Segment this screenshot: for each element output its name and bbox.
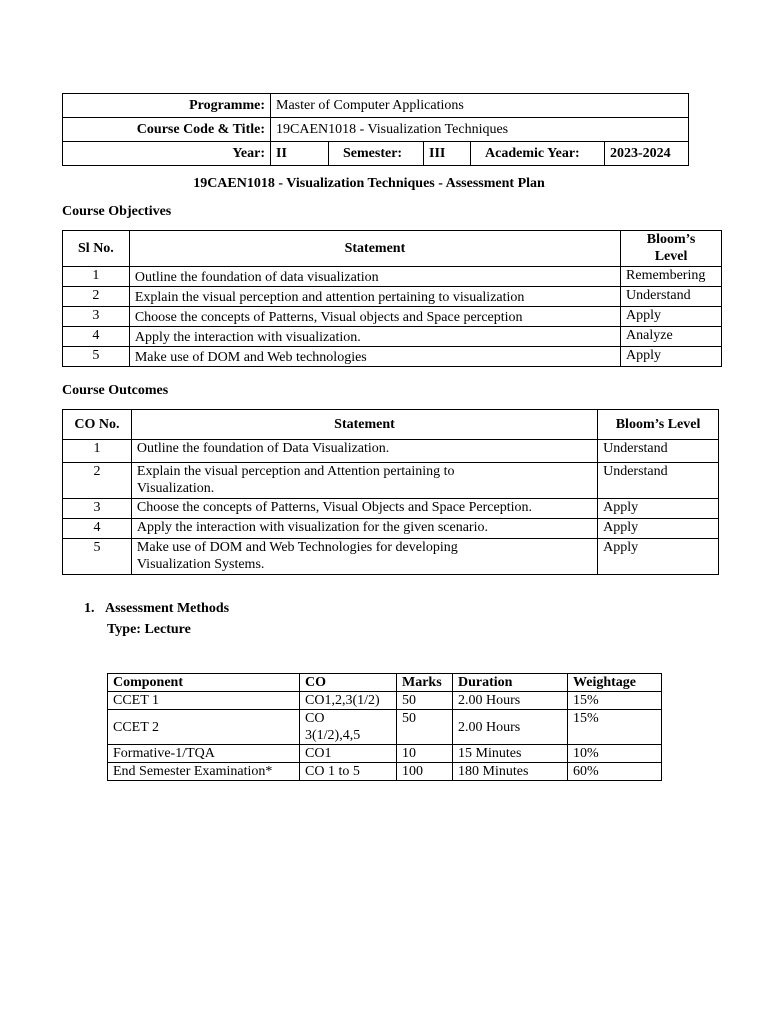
objective-statement: Make use of DOM and Web technologies (129, 347, 620, 367)
course-outcomes-heading: Course Outcomes (62, 383, 169, 398)
assessment-col-component: Component (108, 674, 300, 692)
assessment-co: CO1,2,3(1/2) (300, 692, 397, 710)
outcome-level: Understand (598, 440, 719, 463)
objective-level: Understand (621, 287, 722, 307)
course-row (63, 118, 689, 142)
assessment-weightage: 15% (568, 710, 662, 745)
objectives-col-bloom-line1: Bloom’s (646, 232, 696, 247)
objective-no: 5 (63, 347, 130, 367)
assessment-co: CO 1 to 5 (300, 763, 397, 781)
outcome-statement-line2: Visualization. (136, 481, 215, 496)
outcome-statement-line1: Outline the foundation of Data Visualization. (136, 441, 390, 456)
objective-statement: Outline the foundation of data visualization (129, 267, 620, 287)
outcome-statement (131, 539, 597, 575)
assessment-weightage: 10% (568, 745, 662, 763)
assessment-weightage: 15% (568, 692, 662, 710)
outcome-statement-line1: Explain the visual perception and Attention pertaining to (136, 464, 455, 479)
assessment-plan-title: 19CAEN1018 - Visualization Techniques - Assessment Plan (193, 176, 545, 191)
objective-statement: Explain the visual perception and attention pertaining to visualization (129, 287, 620, 307)
objective-level: Remembering (621, 267, 722, 287)
table-row (63, 440, 719, 463)
objectives-header-row (63, 231, 722, 267)
outcome-no: 2 (63, 463, 132, 499)
table-row (63, 519, 719, 539)
table-row (63, 287, 722, 307)
assessment-col-co: CO (300, 674, 397, 692)
assessment-component: CCET 1 (108, 692, 300, 710)
objective-statement: Choose the concepts of Patterns, Visual objects and Space perception (129, 307, 620, 327)
assessment-co: CO1 (300, 745, 397, 763)
outcomes-header-row (63, 410, 719, 440)
outcomes-col-bloom: Bloom’s Level (598, 410, 719, 440)
objective-level: Apply (621, 307, 722, 327)
year-label: Year: (63, 142, 271, 166)
objective-no: 3 (63, 307, 130, 327)
assessment-marks: 10 (397, 745, 453, 763)
objective-no: 1 (63, 267, 130, 287)
objectives-col-statement: Statement (129, 231, 620, 267)
year-value: II (271, 142, 329, 166)
objectives-col-bloom-line2: Level (654, 249, 688, 264)
assessment-duration: 2.00 Hours (453, 710, 568, 745)
assessment-marks: 50 (397, 692, 453, 710)
outcome-statement (131, 440, 597, 463)
objective-no: 4 (63, 327, 130, 347)
assessment-col-weightage: Weightage (568, 674, 662, 692)
table-row (63, 267, 722, 287)
objective-level: Analyze (621, 327, 722, 347)
table-row (63, 327, 722, 347)
objective-statement: Apply the interaction with visualization. (129, 327, 620, 347)
course-label: Course Code & Title: (63, 118, 271, 142)
table-row (108, 763, 662, 781)
outcome-statement-line1: Choose the concepts of Patterns, Visual Objects and Space Perception. (136, 500, 532, 515)
table-row (108, 745, 662, 763)
assessment-methods-heading: 1. Assessment Methods (84, 601, 230, 616)
outcomes-col-statement: Statement (131, 410, 597, 440)
objective-no: 2 (63, 287, 130, 307)
outcome-statement (131, 519, 597, 539)
semester-value: III (424, 142, 471, 166)
assessment-component: CCET 2 (108, 710, 300, 745)
programme-row (63, 94, 689, 118)
table-row (108, 710, 662, 745)
outcome-statement-line1: Make use of DOM and Web Technologies for developing (136, 540, 458, 555)
objectives-col-bloom (621, 231, 722, 267)
course-outcomes-table (62, 409, 719, 575)
outcome-no: 3 (63, 499, 132, 519)
course-objectives-table (62, 230, 722, 367)
assessment-duration: 180 Minutes (453, 763, 568, 781)
outcome-statement-line2: Visualization Systems. (136, 557, 265, 572)
table-row (63, 539, 719, 575)
table-row (108, 692, 662, 710)
assessment-duration: 15 Minutes (453, 745, 568, 763)
assessment-marks: 50 (397, 710, 453, 745)
course-value: 19CAEN1018 - Visualization Techniques (271, 118, 689, 142)
assessment-type: Type: Lecture (107, 622, 191, 637)
outcome-no: 4 (63, 519, 132, 539)
table-row (63, 463, 719, 499)
assessment-methods-table (107, 673, 662, 781)
outcome-level: Apply (598, 539, 719, 575)
assessment-co-line1: CO (305, 711, 325, 726)
outcomes-col-co: CO No. (63, 410, 132, 440)
outcome-level: Apply (598, 519, 719, 539)
programme-label: Programme: (63, 94, 271, 118)
assessment-col-marks: Marks (397, 674, 453, 692)
table-row (63, 347, 722, 367)
assessment-co (300, 710, 397, 745)
table-row (63, 307, 722, 327)
semester-label: Semester: (329, 142, 424, 166)
outcome-no: 5 (63, 539, 132, 575)
outcome-level: Understand (598, 463, 719, 499)
outcome-level: Apply (598, 499, 719, 519)
assessment-header-row (108, 674, 662, 692)
assessment-duration: 2.00 Hours (453, 692, 568, 710)
programme-value: Master of Computer Applications (271, 94, 689, 118)
outcome-statement (131, 463, 597, 499)
outcome-no: 1 (63, 440, 132, 463)
assessment-component: End Semester Examination* (108, 763, 300, 781)
assessment-weightage: 60% (568, 763, 662, 781)
academic-year-label: Academic Year: (471, 142, 605, 166)
objectives-col-sl: Sl No. (63, 231, 130, 267)
assessment-col-duration: Duration (453, 674, 568, 692)
academic-year-value: 2023-2024 (605, 142, 689, 166)
objective-level: Apply (621, 347, 722, 367)
table-row (63, 499, 719, 519)
outcome-statement-line1: Apply the interaction with visualization for the given scenario. (136, 520, 488, 535)
course-objectives-heading: Course Objectives (62, 204, 172, 219)
course-header-table (62, 93, 689, 166)
assessment-component: Formative-1/TQA (108, 745, 300, 763)
assessment-marks: 100 (397, 763, 453, 781)
assessment-co-line2: 3(1/2),4,5 (305, 728, 361, 743)
year-row (63, 142, 689, 166)
outcome-statement (131, 499, 597, 519)
